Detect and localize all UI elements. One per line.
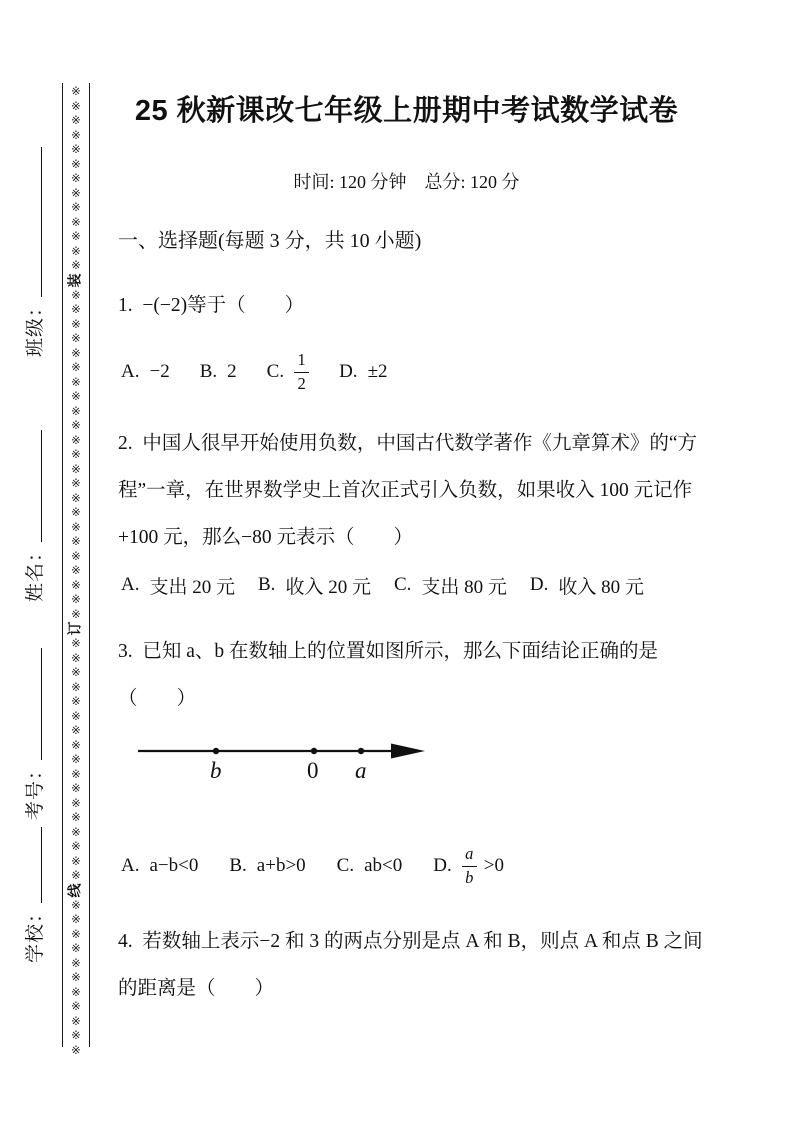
point-b-label: b [210, 758, 222, 783]
strip-separator: ※ [71, 447, 81, 461]
question-3-line-2: （ ） [118, 688, 197, 709]
field-name-blank-line [41, 430, 42, 542]
strip-separator: ※ [71, 636, 81, 650]
q1-option-b-value: 2 [227, 361, 237, 382]
strip-separator: ※ [71, 113, 81, 127]
strip-separator: ※ [71, 897, 81, 912]
field-school-label: 学校： [25, 902, 47, 963]
strip-separator: ※ [71, 577, 81, 592]
q2-option-a-value: 支出 20 元 [149, 576, 235, 598]
strip-separator: ※ [71, 461, 81, 476]
q3-option-d [433, 846, 504, 886]
strip-separator: ※ [71, 781, 81, 795]
q3-option-d-suffix: >0 [483, 855, 504, 876]
binding-char: 订 [68, 621, 84, 636]
q1-option-d-value: ±2 [367, 361, 388, 382]
field-school-blank-line [41, 827, 42, 903]
strip-separator: ※ [71, 548, 81, 563]
question-2-options [121, 565, 644, 605]
strip-separator: ※ [71, 389, 81, 403]
question-3-options [121, 838, 504, 894]
field-exam-number-blank-line [41, 648, 42, 760]
question-2-text [118, 420, 697, 561]
binding-char: 线 [68, 883, 84, 897]
q2-option-b [258, 572, 371, 599]
binding-rule-right [89, 83, 90, 1047]
strip-separator: ※ [71, 606, 81, 621]
point-a-dot [358, 748, 364, 754]
exam-meta: 时间: 120 分钟 总分: 120 分 [293, 172, 520, 192]
fraction-one-half [294, 352, 309, 392]
q3-option-a-value: a−b<0 [149, 855, 199, 876]
strip-separator: ※ [71, 955, 81, 970]
field-class-label: 班级： [25, 296, 47, 357]
strip-separator: ※ [71, 665, 81, 679]
strip-separator: ※ [71, 534, 81, 548]
point-a-label: a [355, 758, 367, 783]
q2-option-a-label: A. [121, 574, 140, 595]
q3-option-b-value: a+b>0 [256, 855, 306, 876]
binding-char: 装 [68, 273, 84, 287]
strip-separator: ※ [71, 752, 81, 766]
field-exam-number [10, 648, 46, 820]
question-4-text [118, 918, 703, 1012]
field-name [10, 430, 46, 602]
strip-separator: ※ [71, 258, 81, 272]
q2-option-b-label: B. [258, 574, 276, 595]
q2-option-c [394, 572, 507, 599]
strip-separator: ※ [71, 360, 81, 374]
question-3-line-1: 3. 已知 a、b 在数轴上的位置如图所示，那么下面结论正确的是 [118, 641, 659, 662]
strip-separator: ※ [71, 1013, 81, 1028]
strip-separator: ※ [71, 795, 81, 810]
strip-separator: ※ [71, 345, 81, 360]
q2-option-b-value: 收入 20 元 [285, 576, 371, 598]
strip-separator: ※ [71, 505, 81, 519]
strip-separator: ※ [71, 592, 81, 606]
point-origin-label: 0 [307, 758, 319, 783]
field-name-label: 姓名： [25, 541, 47, 602]
strip-separator: ※ [71, 185, 81, 200]
q1-option-a-label: A. [121, 361, 140, 382]
strip-separator: ※ [71, 316, 81, 331]
strip-separator: ※ [71, 374, 81, 389]
strip-separator: ※ [71, 519, 81, 534]
question-2-line-2: 程”一章，在世界数学史上首次正式引入负数，如果收入 100 元记作 [118, 480, 693, 501]
strip-separator: ※ [71, 142, 81, 156]
q3-option-c-value: ab<0 [364, 855, 403, 876]
strip-separator: ※ [71, 418, 81, 432]
section-heading: 一、选择题(每题 3 分，共 10 小题) [118, 230, 422, 252]
strip-separator: ※ [71, 824, 81, 839]
q1-option-b [200, 361, 237, 383]
strip-separator: ※ [71, 650, 81, 665]
binding-strip [63, 84, 89, 1057]
strip-separator: ※ [71, 331, 81, 345]
q1-option-b-label: B. [199, 361, 218, 382]
strip-separator: ※ [71, 984, 81, 999]
arrowhead-icon [391, 744, 425, 759]
strip-separator: ※ [71, 941, 81, 955]
strip-separator: ※ [71, 243, 81, 258]
strip-separator: ※ [71, 156, 81, 171]
q3-option-b-label: B. [229, 855, 247, 876]
question-2-line-3: +100 元，那么−80 元表示（ ） [118, 527, 413, 548]
question-1-text: 1. −(−2)等于（ ） [118, 295, 305, 316]
q2-option-a [121, 572, 235, 599]
strip-separator: ※ [71, 737, 81, 752]
question-1-options [121, 345, 388, 399]
q3-option-a-label: A. [121, 855, 140, 876]
strip-separator: ※ [71, 200, 81, 214]
q2-option-c-label: C. [393, 574, 412, 595]
strip-separator: ※ [71, 563, 81, 577]
q3-option-c [337, 855, 403, 877]
strip-separator: ※ [71, 171, 81, 185]
strip-separator: ※ [71, 868, 81, 882]
q1-option-a-value: −2 [149, 361, 170, 382]
strip-separator: ※ [71, 490, 81, 505]
strip-separator: ※ [71, 708, 81, 723]
question-4-line-1: 4. 若数轴上表示−2 和 3 的两点分别是点 A 和 B，则点 A 和点 B 之间 [118, 931, 703, 952]
strip-separator: ※ [71, 84, 81, 98]
fraction-numerator: a [465, 844, 474, 863]
strip-separator: ※ [71, 810, 81, 824]
fraction-numerator: 1 [297, 350, 306, 369]
q1-option-c-label: C. [266, 361, 285, 382]
question-3-text [118, 628, 658, 722]
question-4-line-2: 的距离是（ ） [118, 978, 275, 999]
number-line-figure [135, 722, 435, 786]
strip-separator: ※ [71, 476, 81, 490]
strip-separator: ※ [71, 766, 81, 781]
fraction-denominator: b [465, 867, 474, 887]
strip-separator: ※ [71, 302, 81, 316]
strip-separator: ※ [71, 98, 81, 113]
q1-option-a [121, 361, 170, 383]
page-title: 25 秋新课改七年级上册期中考试数学试卷 [134, 95, 679, 127]
strip-separator: ※ [71, 999, 81, 1013]
fraction-a-over-b [462, 846, 477, 886]
strip-separator: ※ [71, 432, 81, 447]
field-exam-number-label: 考号： [25, 759, 47, 820]
strip-separator: ※ [71, 723, 81, 737]
q1-option-d-label: D. [339, 361, 358, 382]
strip-separator: ※ [71, 839, 81, 853]
q3-option-b [229, 855, 305, 877]
q3-option-d-label: D. [433, 855, 452, 876]
field-school [10, 827, 46, 963]
q1-option-c [267, 352, 309, 392]
strip-separator: ※ [71, 214, 81, 229]
strip-separator: ※ [71, 679, 81, 694]
strip-separator: ※ [71, 127, 81, 142]
question-2-line-1: 2. 中国人很早开始使用负数，中国古代数学著作《九章算术》的“方 [118, 433, 698, 454]
fraction-denominator: 2 [297, 373, 306, 393]
strip-separator: ※ [71, 970, 81, 984]
strip-separator: ※ [71, 853, 81, 868]
strip-separator: ※ [71, 1028, 81, 1042]
strip-separator: ※ [71, 912, 81, 926]
point-origin-dot [311, 748, 317, 754]
strip-separator: ※ [71, 694, 81, 708]
q2-option-d-label: D. [529, 574, 549, 595]
q1-option-d [339, 361, 387, 383]
strip-separator: ※ [71, 1042, 81, 1057]
q3-option-c-label: C. [336, 855, 355, 876]
q2-option-d-value: 收入 80 元 [558, 576, 644, 598]
strip-separator: ※ [71, 926, 81, 941]
q2-option-d [530, 572, 644, 599]
q2-option-c-value: 支出 80 元 [421, 576, 507, 598]
point-b-dot [213, 748, 219, 754]
q3-option-a [121, 855, 198, 877]
strip-separator: ※ [71, 403, 81, 418]
strip-separator: ※ [71, 229, 81, 243]
strip-separator: ※ [71, 287, 81, 302]
